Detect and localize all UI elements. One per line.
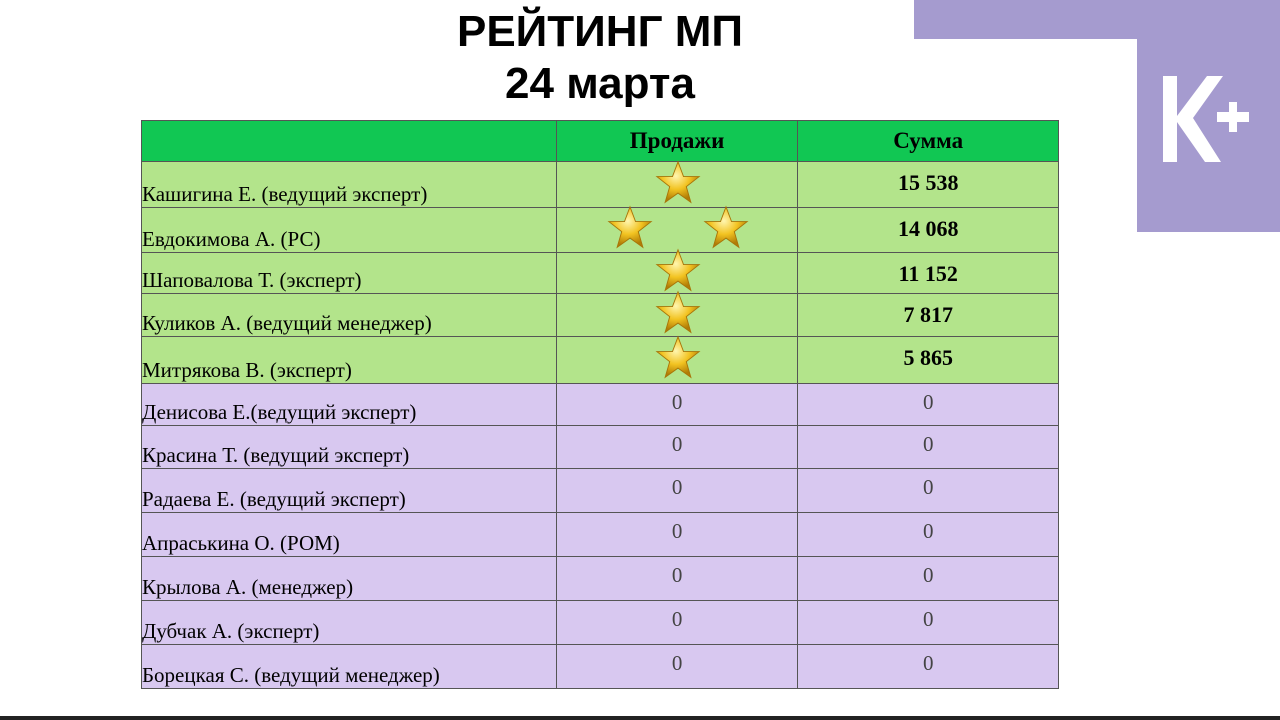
row-name: Кашигина Е. (ведущий эксперт): [142, 162, 557, 208]
row-sum: 0: [798, 645, 1059, 689]
row-sum: 5 865: [798, 337, 1059, 384]
row-sum: 14 068: [798, 208, 1059, 253]
row-sales: 0: [556, 601, 798, 645]
row-sales: 0: [556, 469, 798, 513]
k-plus-logo-icon: [1159, 72, 1259, 172]
rating-table: [141, 120, 1059, 689]
star-icon: [655, 248, 701, 294]
row-sum: 15 538: [798, 162, 1059, 208]
table-row: [142, 513, 1059, 557]
row-sales: 0: [556, 557, 798, 601]
table-row: [142, 601, 1059, 645]
bottom-divider: [0, 716, 1280, 720]
row-sales: 0: [556, 384, 798, 426]
row-name: Куликов А. (ведущий менеджер): [142, 294, 557, 337]
table-row: [142, 645, 1059, 689]
star-icon: [655, 160, 701, 206]
row-sales: [556, 208, 798, 253]
star-icon: [703, 205, 749, 251]
row-sum: 0: [798, 384, 1059, 426]
table-row: [142, 426, 1059, 469]
row-name: Апраськина О. (РОМ): [142, 513, 557, 557]
logo: [1137, 39, 1280, 232]
table-row: [142, 384, 1059, 426]
row-name: Денисова Е.(ведущий эксперт): [142, 384, 557, 426]
row-sales: 0: [556, 513, 798, 557]
table-row: [142, 557, 1059, 601]
row-name: Борецкая С. (ведущий менеджер): [142, 645, 557, 689]
row-sum: 0: [798, 469, 1059, 513]
page-title: [390, 6, 810, 110]
row-name: Крылова А. (менеджер): [142, 557, 557, 601]
logo-band: [914, 0, 1280, 39]
row-sum: 11 152: [798, 253, 1059, 294]
header-name: [142, 121, 557, 162]
row-sum: 0: [798, 601, 1059, 645]
table-row: [142, 469, 1059, 513]
table-row: [142, 162, 1059, 208]
table-row: [142, 208, 1059, 253]
row-name: Митрякова В. (эксперт): [142, 337, 557, 384]
row-sales: [556, 162, 798, 208]
row-sales: 0: [556, 645, 798, 689]
header-sales: Продажи: [556, 121, 798, 162]
table-row: [142, 253, 1059, 294]
row-sales: [556, 337, 798, 384]
row-name: Радаева Е. (ведущий эксперт): [142, 469, 557, 513]
star-icon: [655, 290, 701, 336]
row-sum: 0: [798, 513, 1059, 557]
star-icon: [607, 205, 653, 251]
title-line-1: РЕЙТИНГ МП: [456, 7, 744, 56]
row-sum: 0: [798, 557, 1059, 601]
table-row: [142, 337, 1059, 384]
row-name: Шаповалова Т. (эксперт): [142, 253, 557, 294]
row-name: Дубчак А. (эксперт): [142, 601, 557, 645]
row-name: Евдокимова А. (РС): [142, 208, 557, 253]
row-sales: [556, 253, 798, 294]
row-sales: [556, 294, 798, 337]
row-sum: 0: [798, 426, 1059, 469]
table-row: [142, 294, 1059, 337]
title-line-2: 24 марта: [505, 59, 695, 108]
row-sales: 0: [556, 426, 798, 469]
row-name: Красина Т. (ведущий эксперт): [142, 426, 557, 469]
header-sum: Сумма: [798, 121, 1059, 162]
table-header-row: [142, 121, 1059, 162]
row-sum: 7 817: [798, 294, 1059, 337]
star-icon: [655, 335, 701, 381]
